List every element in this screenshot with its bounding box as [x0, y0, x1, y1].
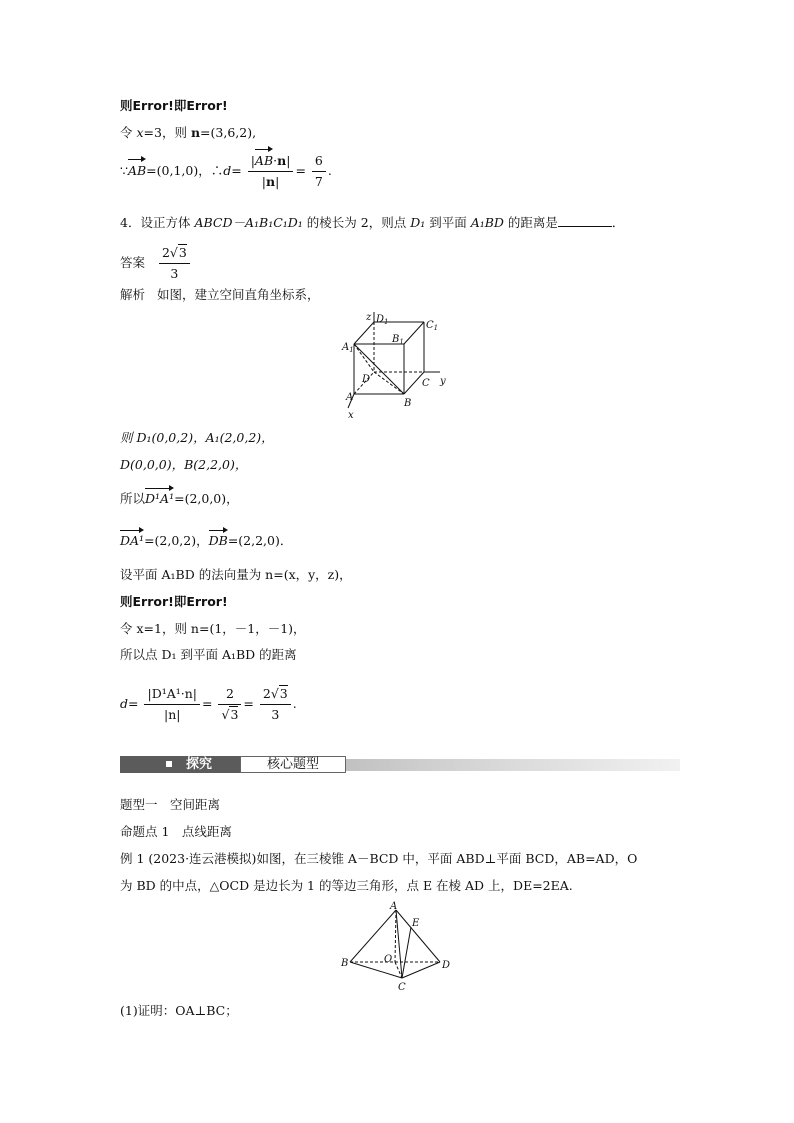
- text: 的棱长为 2，则点: [302, 215, 411, 230]
- diag-a1b: [354, 344, 404, 394]
- text: =(2,0,0)，: [174, 491, 239, 506]
- label-y: y: [440, 376, 446, 387]
- edge-bc: [404, 372, 424, 394]
- equals: =: [202, 696, 213, 711]
- fraction-ab-n: [248, 152, 294, 191]
- banner-core-types: 核心题型: [240, 756, 346, 773]
- analysis-text: 如图，建立空间直角坐标系，: [156, 287, 320, 302]
- normal-vector-line: 设平面 A₁BD 的法向量为 n=(x，y，z)，: [120, 567, 352, 582]
- vector-db: DB: [208, 533, 228, 548]
- tetrahedron-figure: [338, 898, 453, 995]
- segment-ec: [402, 927, 411, 978]
- vec-n: n: [266, 174, 276, 189]
- denominator: 7: [314, 174, 323, 189]
- label-d: D: [362, 374, 371, 385]
- vector-d1a1-line: [120, 491, 239, 507]
- diag-a1d: [354, 344, 374, 372]
- question-4: [120, 214, 624, 231]
- coords-line-1: 则 D₁(0,0,2)，A₁(2,0,2)，: [120, 430, 274, 445]
- analysis-label: 解析: [120, 287, 146, 302]
- analysis-line: [120, 287, 319, 303]
- equals: =: [295, 163, 306, 178]
- denominator: |n|: [164, 707, 181, 722]
- answer-blank: [558, 214, 612, 227]
- label-a1: $A_1$: [342, 342, 354, 354]
- because-symbol: ∵: [120, 163, 128, 178]
- equals: =: [243, 696, 254, 711]
- answer-fraction: $\frac{2√3}{3}$: [159, 244, 190, 283]
- text: 所以: [120, 491, 146, 506]
- text: =(2,2,0)．: [227, 533, 293, 548]
- denominator: 3: [271, 707, 280, 722]
- coords-line-2: D(0,0,0)，B(2,2,0)，: [120, 457, 248, 472]
- answer-line: [120, 244, 192, 283]
- banner-explore: [120, 756, 240, 773]
- example-1-line-1: 例 1 (2023·连云港模拟)如图，在三棱锥 A－BCD 中，平面 ABD⊥平面 BCD，AB=AD，O: [120, 851, 638, 866]
- fraction-2-sqrt3: $\frac{2}{√3}$: [218, 685, 241, 724]
- example-1-line-2: 为 BD 的中点，△OCD 是边长为 1 的等边三角形，点 E 在棱 AD 上，DE=2EA.: [120, 878, 573, 893]
- label-b: B: [341, 958, 349, 969]
- edge-b1c1: [404, 322, 424, 344]
- error-line-2: 则Error!即Error!: [120, 594, 228, 609]
- label-b1: $B_1$: [392, 334, 404, 346]
- error-line-1: 则Error!即Error!: [120, 98, 228, 113]
- vector-ab: AB: [254, 153, 274, 168]
- var-d: d: [120, 696, 129, 711]
- vec-n: n: [277, 153, 287, 168]
- fraction-6-7: [312, 152, 326, 191]
- distance-intro-line: 所以点 D₁ 到平面 A₁BD 的距离: [120, 647, 297, 662]
- period: .: [292, 696, 297, 711]
- label-b: B: [404, 398, 412, 409]
- let-x-line: [120, 125, 256, 141]
- section-heading: 题型一 空间距离: [120, 797, 221, 812]
- label-a: A: [346, 392, 354, 403]
- period: .: [327, 163, 332, 178]
- text: =(3,6,2),: [200, 125, 257, 140]
- radicand: 3: [178, 245, 187, 260]
- label-a: A: [390, 901, 398, 912]
- var-x: x: [136, 125, 144, 140]
- label-d: D: [442, 960, 451, 971]
- label-o: O: [384, 954, 393, 965]
- distance-formula-line-2: [120, 685, 297, 724]
- period: ．: [611, 215, 625, 230]
- denominator: 3: [170, 266, 179, 281]
- label-x: x: [348, 410, 354, 421]
- numerator: 2: [218, 685, 241, 705]
- label-c: C: [422, 378, 430, 389]
- radicand: 3: [279, 686, 288, 701]
- vector-da1: DA¹: [120, 533, 145, 548]
- diag-db: [374, 372, 404, 394]
- vector-ab: AB: [127, 163, 147, 178]
- label-e: E: [412, 918, 420, 929]
- vectors-da1-db-line: [120, 533, 292, 549]
- edge-cd: [402, 962, 440, 978]
- label-d1: $D_1$: [376, 314, 389, 326]
- radicand: 3: [230, 707, 239, 722]
- text: =3，则: [143, 125, 191, 140]
- coef: 2: [161, 245, 170, 260]
- text: 到平面: [425, 215, 471, 230]
- numerator: 6: [312, 152, 326, 172]
- coef: 2: [262, 686, 271, 701]
- square-icon: [166, 761, 172, 767]
- bar: |: [275, 174, 280, 189]
- label-c1: $C_1$: [426, 320, 439, 332]
- fraction-d1a1-n: [144, 685, 200, 724]
- text: 令: [120, 125, 137, 140]
- vector-d1a1: D¹A¹: [145, 491, 175, 506]
- point-d1: D₁: [410, 215, 426, 230]
- cube-name: ABCD－A₁B₁C₁D₁: [194, 215, 303, 230]
- edge-bc: [350, 962, 402, 978]
- question-part-1: (1)证明：OA⊥BC；: [120, 1003, 238, 1018]
- edge-a1d1: [354, 322, 374, 344]
- segment-ao: [395, 910, 396, 962]
- answer-label: 答案: [120, 255, 146, 270]
- let-x1-line: 令 x=1，则 n=(1，－1，－1)，: [120, 621, 306, 636]
- distance-formula-line-1: [120, 152, 332, 191]
- text: 4．设正方体: [120, 215, 195, 230]
- equals: =: [231, 163, 242, 178]
- dot: ·: [273, 153, 278, 168]
- subsection-heading: 命题点 1 点线距离: [120, 824, 232, 839]
- bar: |: [261, 174, 267, 189]
- label-z: z: [366, 312, 372, 323]
- fraction-2sqrt3-3: $\frac{2√3}{3}$: [260, 685, 291, 724]
- text: =(2,0,2)，: [144, 533, 209, 548]
- cube-figure: [336, 308, 466, 423]
- vec-n: n: [190, 125, 201, 140]
- text: 的距离是: [503, 215, 558, 230]
- var-d: d: [223, 163, 232, 178]
- edge-ac: [396, 910, 402, 978]
- bar: |: [286, 153, 291, 168]
- numerator: |D¹A¹·n|: [144, 685, 200, 705]
- bar: |: [250, 153, 255, 168]
- label-c: C: [398, 982, 406, 993]
- text: =(0,1,0)，∴: [146, 163, 224, 178]
- plane-name: A₁BD: [470, 215, 504, 230]
- section-banner: [120, 753, 680, 775]
- banner-explore-label: 探究: [186, 757, 213, 772]
- equals: =: [128, 696, 139, 711]
